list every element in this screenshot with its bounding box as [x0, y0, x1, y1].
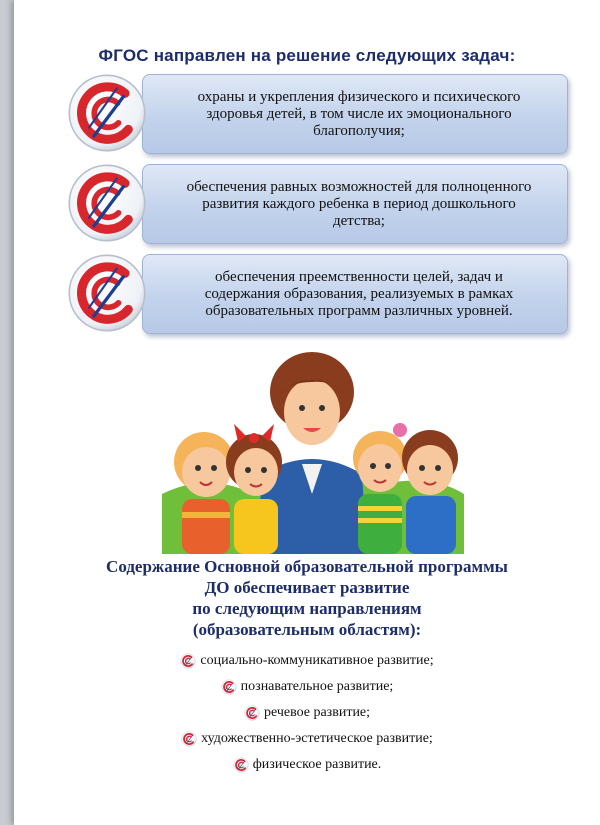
- fgos-bullet-icon: [233, 757, 249, 773]
- list-item: [14, 674, 600, 700]
- task-box-1: [142, 74, 568, 154]
- document-page: [14, 0, 600, 825]
- area-label: физическое развитие.: [252, 757, 382, 772]
- list-item: [14, 752, 600, 778]
- content-heading-line-1: Содержание Основной образовательной программы: [106, 557, 508, 576]
- area-label: художественно-эстетическое развитие;: [201, 731, 433, 746]
- task-text-1: охраны и укрепления физического и психического здоровья детей, в том числе их эмоционального благополучия;: [197, 88, 521, 139]
- list-item: [14, 726, 600, 752]
- fgos-logo-icon: [66, 162, 148, 244]
- list-item: [14, 700, 600, 726]
- task-text-2: обеспечения равных возможностей для полноценного развития каждого ребенка в период дошкольного детства;: [186, 178, 532, 229]
- area-label: речевое развитие;: [263, 705, 371, 720]
- content-heading-line-2: ДО обеспечивает развитие: [204, 578, 410, 597]
- task-box-3: [142, 254, 568, 334]
- fgos-bullet-icon: [181, 731, 197, 747]
- fgos-logo-icon: [66, 72, 148, 154]
- areas-list: [14, 648, 600, 778]
- fgos-bullet-icon: [244, 705, 260, 721]
- fgos-logo-icon: [66, 252, 148, 334]
- teacher-children-illustration: [162, 344, 464, 554]
- area-label: социально-коммуникативное развитие;: [200, 653, 434, 668]
- fgos-bullet-icon: [221, 679, 237, 695]
- task-text-3: обеспечения преемственности целей, задач и содержания образования, реализуемых в рамках образовательных программ различных уровней.: [204, 268, 514, 319]
- content-heading-line-4: (образовательным областям):: [192, 620, 422, 639]
- area-label: познавательное развитие;: [240, 679, 394, 694]
- page-title: ФГОС направлен на решение следующих задач:: [98, 46, 516, 65]
- content-heading: [14, 556, 600, 640]
- list-item: [14, 648, 600, 674]
- task-box-2: [142, 164, 568, 244]
- content-heading-line-3: по следующим направлениям: [192, 599, 422, 618]
- fgos-bullet-icon: [180, 653, 196, 669]
